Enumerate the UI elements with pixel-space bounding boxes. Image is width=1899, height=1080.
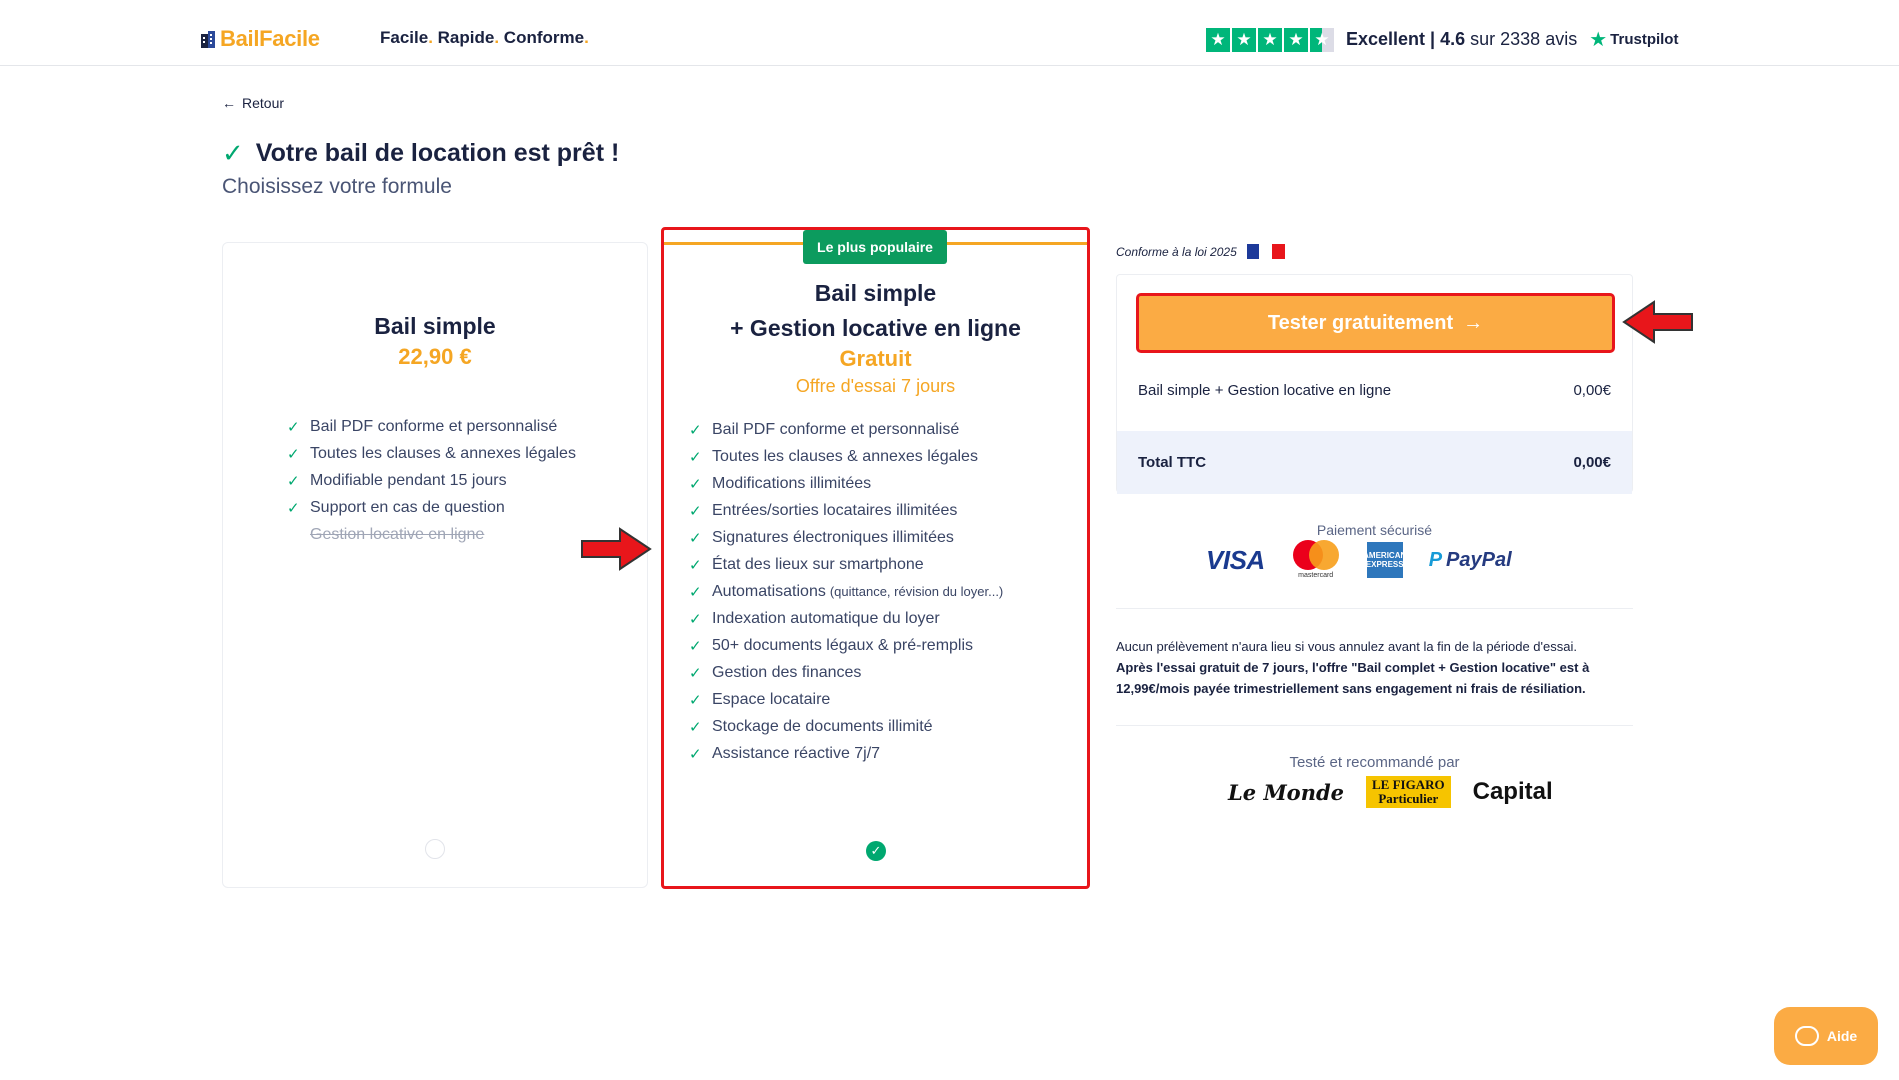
plan-trial: Offre d'essai 7 jours [795,376,956,396]
secure-payment-label: Paiement sécurisé [1316,522,1433,538]
red-arrow-left-icon [1622,300,1694,344]
red-arrow-right-icon [580,527,652,571]
feature-label: Bail PDF conforme et personnalisé [310,417,558,435]
feature-label: Gestion des finances [712,663,862,681]
back-label: Retour [242,95,285,111]
trustpilot-rating: Excellent | 4.6 sur 2338 avis [1346,29,1578,49]
summary-total [1117,431,1632,494]
total-label: Total TTC [1138,454,1207,471]
arrow-left-icon: ← [222,95,236,111]
feature-list [287,413,576,548]
tagline: Facile. Rapide. Conforme. [380,28,589,47]
plan-title: Bail simple [374,313,496,339]
check-icon: ✓ [689,583,702,601]
feature-label: État des lieux sur smartphone [712,555,924,573]
check-icon: ✓ [287,499,300,517]
capital-logo: Capital [1472,778,1553,805]
summary-line [1138,382,1611,399]
star-icon: ★ [1284,28,1308,52]
list-item [689,497,1003,524]
list-item [689,713,1003,740]
star-icon: ★ [1258,28,1282,52]
figaro-logo [1366,776,1451,808]
cta-label: Tester gratuitement [1267,311,1454,334]
tagline-word: Rapide [437,28,495,47]
building-icon [200,30,216,48]
legal-line1: Aucun prélèvement n'aura lieu si vous annulez avant la fin de la période d'essai. [1116,639,1577,654]
trustpilot-logo [1589,27,1678,52]
star-icon: ★ [1206,28,1230,52]
popular-badge: Le plus populaire [803,230,947,264]
feature-label: Signatures électroniques illimitées [712,528,954,546]
feature-label: Stockage de documents illimité [712,717,933,735]
compliance-label: Conforme à la loi 2025 [1116,244,1237,259]
check-icon: ✓ [870,843,882,858]
list-item [689,470,1003,497]
check-icon: ✓ [689,718,702,736]
trustpilot-brand: Trustpilot [1610,31,1679,48]
payment-logos [1206,540,1512,580]
top-header [0,0,1899,66]
list-item [287,521,576,548]
feature-label: Assistance réactive 7j/7 [712,744,881,762]
list-item [689,551,1003,578]
trial-legal-notice [1116,636,1636,699]
feature-label: Espace locataire [712,690,831,708]
check-icon: ✓ [222,138,244,168]
check-icon: ✓ [689,610,702,628]
rating-label: Excellent [1346,29,1426,49]
feature-note: (quittance, révision du loyer...) [829,584,1004,599]
half-star-icon: ★ [1310,28,1334,52]
list-item [287,413,576,440]
try-free-button[interactable] [1136,293,1615,353]
feature-label: Toutes les clauses & annexes légales [712,447,978,465]
feature-label: Automatisations [712,582,826,600]
star-icon: ★ [1232,28,1256,52]
mastercard-logo [1291,540,1341,580]
check-icon: ✓ [689,745,702,763]
total-amount: 0,00€ [1573,454,1611,471]
list-item [689,443,1003,470]
feature-label: Indexation automatique du loyer [712,609,940,627]
check-icon: ✓ [689,637,702,655]
help-button[interactable] [1774,1007,1878,1065]
check-icon: ✓ [689,556,702,574]
plan-title-line1: Bail simple [814,280,937,306]
help-label: Aide [1826,1028,1858,1044]
list-item [689,659,1003,686]
paypal-label: PayPal [1446,548,1512,571]
check-icon: ✓ [689,475,702,493]
feature-label: Modifiable pendant 15 jours [310,471,507,489]
plan-radio[interactable] [425,839,445,859]
list-item [689,686,1003,713]
feature-label: 50+ documents légaux & pré-remplis [712,636,974,654]
tagline-word: Conforme [503,28,585,47]
list-item [287,440,576,467]
arrow-right-icon: → [1463,311,1484,334]
paypal-icon: P [1428,548,1443,571]
divider [1116,608,1633,609]
check-icon: ✓ [689,448,702,466]
page-subtitle: Choisissez votre formule [222,175,452,198]
tagline-word: Facile [380,28,429,47]
list-item [689,632,1003,659]
feature-label: Entrées/sorties locataires illimitées [712,501,958,519]
list-item [689,740,1003,767]
page-title: Votre bail de location est prêt ! [255,139,620,167]
list-item [287,467,576,494]
feature-label: Toutes les clauses & annexes légales [310,444,576,462]
check-icon: ✓ [689,421,702,439]
le-monde-logo: Le Monde [1228,779,1345,805]
trustpilot-widget[interactable] [1206,27,1678,52]
plan-card-gestion-locative[interactable] [661,227,1090,889]
trustpilot-stars [1206,28,1334,52]
list-item [689,578,1003,605]
feature-list [689,416,1003,767]
check-icon: ✓ [287,445,300,463]
check-icon: ✓ [287,472,300,490]
check-icon: ✓ [689,529,702,547]
legal-line2: Après l'essai gratuit de 7 jours, l'offre "Bail complet + Gestion locative" est à 12,99€/mois payée trimestriellement sans engagement ni frais de résiliation. [1116,660,1590,696]
plan-radio-selected[interactable] [866,841,886,861]
list-item [287,494,576,521]
feature-label-excluded: Gestion locative en ligne [310,525,485,543]
paypal-logo [1429,549,1512,572]
check-icon: ✓ [689,691,702,709]
list-item [689,605,1003,632]
feature-label: Modifications illimitées [712,474,872,492]
list-item [689,524,1003,551]
summary-line-amount: 0,00€ [1573,382,1611,399]
reviews-count: sur 2338 avis [1470,29,1578,49]
check-icon: ✓ [689,502,702,520]
plan-price: 22,90 € [398,344,472,369]
check-icon: ✓ [287,418,300,436]
compliance-note [1116,244,1285,259]
brand-logo[interactable] [200,26,320,52]
summary-line-label: Bail simple + Gestion locative en ligne [1138,382,1392,399]
plan-title-line2: + Gestion locative en ligne [730,315,1021,341]
visa-logo: VISA [1206,544,1265,575]
trustpilot-star-icon: ★ [1589,29,1608,51]
feature-label: Support en cas de question [310,498,505,516]
figaro-line2: Particulier [1378,791,1439,806]
check-icon: ✓ [689,664,702,682]
divider [1116,725,1633,726]
order-summary [1116,274,1633,493]
list-item [689,416,1003,443]
page-title-row [222,138,619,169]
mastercard-label: mastercard [1298,572,1334,579]
back-link[interactable] [222,95,284,111]
plan-price: Gratuit [839,346,912,371]
brand-name: BailFacile [220,26,320,51]
press-label: Testé et recommandé par [1289,754,1460,771]
rating-score: 4.6 [1440,29,1466,49]
chat-bubble-icon [1795,1026,1819,1046]
press-logos [1228,776,1553,808]
feature-label: Bail PDF conforme et personnalisé [712,420,960,438]
figaro-line1: LE FIGARO [1372,777,1445,792]
amex-logo: AMERICAN EXPRESS [1367,542,1403,578]
france-flag-icon [1247,244,1285,259]
